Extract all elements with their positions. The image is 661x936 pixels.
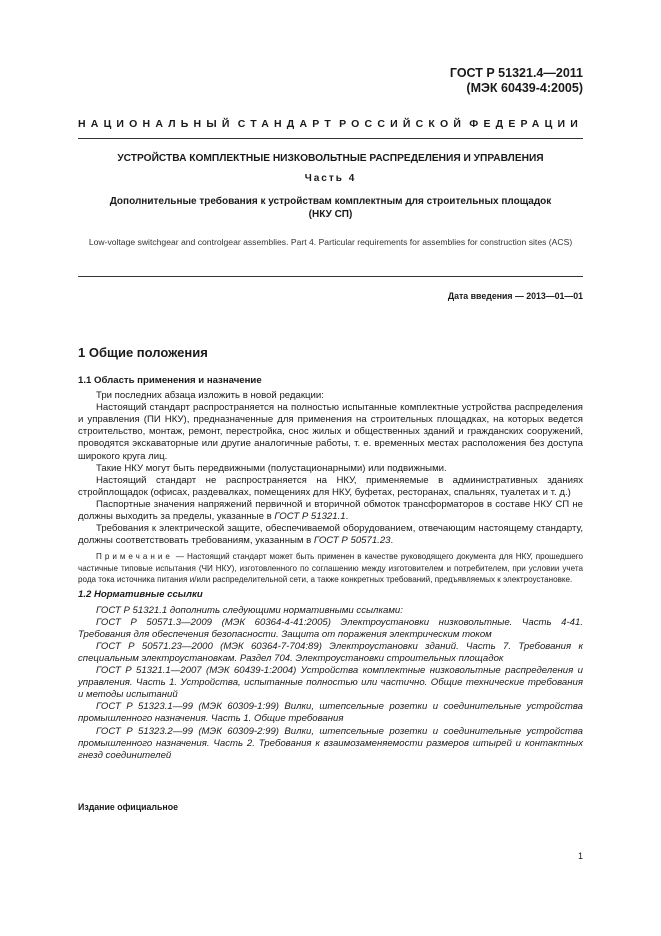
document-body	[78, 375, 583, 762]
standard-reference: ГОСТ Р 50571.23	[313, 535, 391, 547]
note	[78, 551, 583, 585]
subtitle-line: Дополнительные требования к устройствам комплектным для строительных площадок	[109, 196, 552, 207]
document-subtitle	[62, 195, 599, 221]
normative-references-list	[78, 605, 583, 762]
banner-word: СТАНДАРТ	[237, 118, 336, 130]
paragraph: Паспортные значения напряжений первичной и вторичной обмоток трансформаторов в составе НКУ СП не должны выходить за пределы, указанные в ГОСТ Р 51321.1.	[78, 498, 583, 523]
official-edition-label: Издание официальное	[78, 802, 178, 812]
standard-designation	[450, 66, 583, 96]
note-label: Примечание	[96, 552, 173, 562]
paragraph: Настоящий стандарт не распространяется на НКУ, применяемые в административных зданиях стройплощадок (офисах, раздевалках, помещениях для НКУ, буфетах, ресторанах, спальнях, туалетах и т. д.)	[78, 474, 583, 498]
banner-word: НАЦИОНАЛЬНЫЙ	[78, 118, 235, 130]
note-text: — Настоящий стандарт может быть применен в качестве руководящего документа для НКУ, прошедшего частичные типовые испытания (ЧИ НКУ), изготовленного по соглашению между изготовителем и потребителем, при условии учета рода тока источника питания и/или распределительной сети, а также конкретных требований, предъявляемых к электроустановке.	[78, 552, 583, 585]
section-heading: 1 Общие положения	[78, 345, 208, 360]
document-title: УСТРОЙСТВА КОМПЛЕКТНЫЕ НИЗКОВОЛЬТНЫЕ РАСПРЕДЕЛЕНИЯ И УПРАВЛЕНИЯ	[117, 153, 544, 164]
national-standard-banner	[78, 118, 583, 130]
reference-item: ГОСТ Р 50571.3—2009 (МЭК 60364-4-41:2005) Электроустановки низковольтные. Часть 4-41. Требования для обеспечения безопасности. Защита от поражения электрическим током	[78, 616, 583, 640]
reference-item: ГОСТ Р 50571.23—2000 (МЭК 60364-7-704:89) Электроустановки зданий. Часть 7. Требования к специальным электроустановкам. Раздел 704. Электроустановки строительных площадок	[78, 640, 583, 664]
paragraph: Требования к электрической защите, обеспечиваемой оборудованием, отвечающим настоящему стандарту, должны соответствовать требованиям, указанным в ГОСТ Р 50571.23.	[78, 523, 583, 547]
reference-item: ГОСТ Р 51321.1 дополнить следующими нормативными ссылками:	[96, 604, 403, 616]
paragraph-text: Паспортные значения напряжений первичной и вторичной обмоток трансформаторов в составе НКУ СП не должны выходить за пределы, указанные в	[78, 498, 583, 523]
paragraph: Настоящий стандарт распространяется на полностью испытанные комплектные устройства распределения и управления (ПИ НКУ), предназначенные для применения на строительных площадках, на которых ведется строительство, монтаж, ремонт, перестройка, снос жилых и общественных зданий и гражданских сооружений, проводятся экскаваторные или другие аналогичные работы, т. е. временных местах расположения без доступа широкого круга лиц.	[78, 402, 583, 462]
banner-word: ФЕДЕРАЦИИ	[469, 118, 583, 130]
english-title: Low-voltage switchgear and controlgear assemblies. Part 4. Particular requirements for assemblies for construction sites (ACS)	[88, 237, 573, 247]
paragraph-text: Требования к электрической защите, обеспечиваемой оборудованием, отвечающим настоящему стандарту, должны соответствовать требованиям, указанным в	[78, 523, 583, 547]
subsection-heading: 1.2 Нормативные ссылки	[78, 588, 203, 600]
banner-word: РОССИЙСКОЙ	[339, 118, 467, 130]
subtitle-line: (НКУ СП)	[308, 209, 353, 220]
paragraph: Такие НКУ могут быть передвижными (полустационарными) или подвижными.	[96, 462, 447, 474]
reference-item: ГОСТ Р 51323.1—99 (МЭК 60309-1:99) Вилки, штепсельные розетки и соединительные устройства промышленного назначения. Часть 1. Общие требования	[78, 701, 583, 725]
standard-code: ГОСТ Р 51321.4—2011	[449, 66, 583, 80]
document-part: Часть 4	[304, 173, 357, 184]
paragraph: Три последних абзаца изложить в новой редакции:	[96, 390, 324, 402]
reference-item: ГОСТ Р 51323.2—99 (МЭК 60309-2:99) Вилки, штепсельные розетки и соединительные устройства промышленного назначения. Часть 2. Требования к взаимозаменяемости размеров штырей и контактных гнезд соединителей	[78, 725, 583, 761]
standard-reference: ГОСТ Р 51321.1	[274, 511, 346, 523]
introduction-date: Дата введения — 2013—01—01	[447, 291, 583, 301]
page-number: 1	[577, 851, 583, 861]
reference-item: ГОСТ Р 51321.1—2007 (МЭК 60439-1:2004) Устройства комплектные низковольтные распределения и управления. Часть 1. Устройства, испытанные полностью или частично. Общие технические требования и методы испытаний	[78, 665, 583, 701]
subsection-heading: 1.1 Область применения и назначение	[78, 375, 262, 386]
top-divider	[78, 138, 583, 139]
iec-code: (МЭК 60439-4:2005)	[466, 81, 583, 95]
title-divider	[78, 276, 583, 277]
